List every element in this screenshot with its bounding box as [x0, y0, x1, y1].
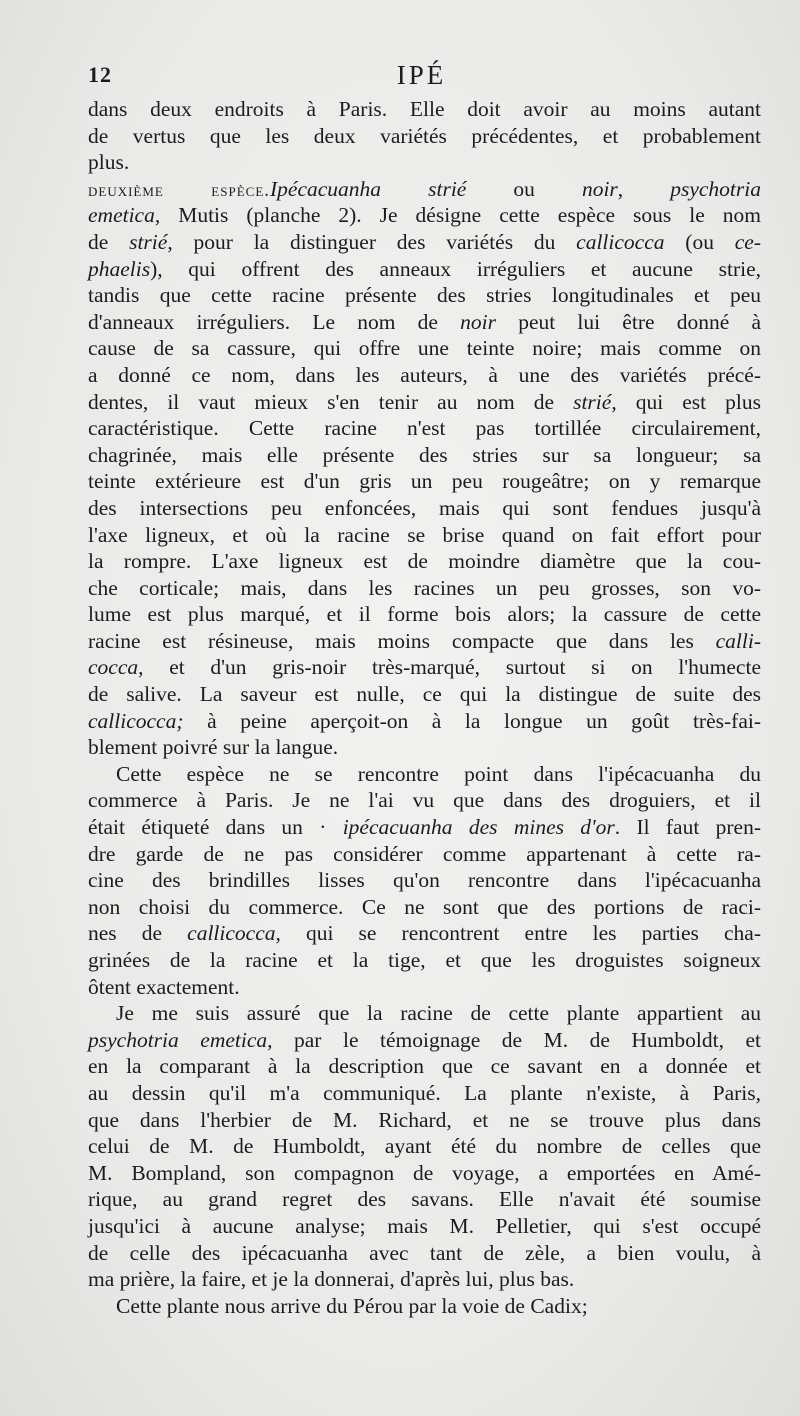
text-line	[88, 1160, 761, 1187]
text-run: peut lui être donné à	[496, 309, 761, 334]
text-line	[88, 787, 761, 814]
text-run: teinte extérieure est d'un gris un peu rougeâtre; on y remarque	[88, 469, 761, 494]
text-line	[88, 1000, 761, 1027]
text-run: , qui se rencontrent entre les parties cha-	[275, 921, 762, 946]
text-run: racine est résineuse, mais moins compacte que dans les	[88, 628, 716, 653]
text-run: dre garde de ne pas considérer comme appartenant à cette ra-	[88, 841, 761, 866]
text-line	[88, 628, 761, 655]
text-line	[88, 601, 761, 628]
text-line	[88, 734, 761, 761]
italic-term: noir	[460, 309, 496, 334]
text-run: la rompre. L'axe ligneux est de moindre diamètre que la cou-	[88, 549, 761, 574]
italic-term: psychotria emetica	[88, 1027, 268, 1052]
text-line	[88, 1080, 761, 1107]
text-line	[88, 335, 761, 362]
text-line	[88, 947, 761, 974]
text-line	[88, 761, 761, 788]
text-line	[88, 575, 761, 602]
text-run: d'anneaux irréguliers. Le nom de	[88, 309, 461, 334]
text-line	[88, 654, 761, 681]
running-head	[88, 62, 755, 96]
text-run: de salive. La saveur est nulle, ce qui la distingue de suite des	[88, 682, 761, 707]
text-line	[88, 708, 761, 735]
text-line	[88, 1027, 761, 1054]
text-line	[88, 256, 761, 283]
text-run: Cette plante nous arrive du Pérou par la voie de Cadix;	[116, 1293, 588, 1318]
text-line	[88, 841, 761, 868]
italic-term: callicocca	[576, 229, 665, 254]
text-run: des intersections peu enfoncées, mais qui sont fendues jusqu'à	[88, 495, 761, 520]
text-line	[88, 362, 761, 389]
text-line	[88, 202, 761, 229]
text-run: de	[88, 229, 130, 254]
text-run: jusqu'ici à aucune analyse; mais M. Pelletier, qui s'est occupé	[88, 1213, 761, 1238]
text-line	[88, 149, 761, 176]
text-line	[88, 548, 761, 575]
text-run: grinées de la racine et la tige, et que les droguistes soigneux	[88, 948, 761, 972]
text-line	[88, 123, 761, 150]
text-run: de celle des ipécacuanha avec tant de zèle, a bien voulu, à	[88, 1240, 761, 1265]
text-line	[88, 415, 761, 442]
text-run: Cette espèce ne se rencontre point dans l'ipécacuanha du	[116, 761, 761, 786]
text-run: , pour la distinguer des variétés du	[167, 229, 577, 254]
text-run: non choisi du commerce. Ce ne sont que des portions de raci-	[88, 894, 761, 919]
text-run: , Mutis (planche 2). Je désigne cette espèce sous le nom	[154, 203, 761, 228]
italic-term: cocca	[88, 655, 139, 680]
italic-term: calli-	[715, 628, 761, 653]
text-run: ), qui offrent des anneaux irréguliers et aucune strie,	[150, 256, 761, 281]
text-line	[88, 1186, 761, 1213]
text-run: ôtent exactement.	[88, 974, 240, 999]
text-run: de vertus que les deux variétés précédentes, et probablement	[88, 123, 761, 148]
italic-term: ipécacuanha des mines d'or	[342, 815, 615, 840]
text-run: l'axe ligneux, et où la racine se brise quand on fait effort pour	[88, 522, 761, 547]
italic-term: phaelis	[88, 256, 151, 281]
text-line	[88, 229, 761, 256]
section-label: deuxième espèce.	[88, 179, 271, 201]
text-line	[88, 309, 761, 336]
italic-term: noir	[581, 176, 618, 201]
running-title: IPÉ	[396, 60, 447, 90]
text-line	[88, 282, 761, 309]
text-run: M. Bompland, son compagnon de voyage, a emportées en Amé-	[88, 1160, 761, 1185]
text-run: rique, au grand regret des savans. Elle n'avait été soumise	[88, 1187, 761, 1212]
text-run: caractéristique. Cette racine n'est pas tortillée circulairement,	[88, 416, 761, 441]
text-run: a donné ce nom, dans les auteurs, à une des variétés précé-	[88, 362, 761, 387]
body-text	[88, 96, 761, 1319]
text-line	[88, 495, 761, 522]
text-run: plus.	[88, 150, 130, 175]
text-run: au dessin qu'il m'a communiqué. La plante n'existe, à Paris,	[88, 1080, 761, 1105]
page-number: 12	[88, 62, 112, 87]
text-run: ma prière, la faire, et je la donnerai, d'après lui, plus bas.	[88, 1267, 575, 1292]
italic-term: ce-	[734, 229, 761, 254]
text-run: que dans l'herbier de M. Richard, et ne se trouve plus dans	[88, 1107, 761, 1132]
text-line	[88, 1213, 761, 1240]
text-run: che corticale; mais, dans les racines un peu grosses, son vo-	[88, 575, 761, 600]
text-line	[88, 442, 761, 469]
text-run: (ou	[664, 229, 735, 254]
text-line	[88, 1266, 761, 1293]
text-line	[88, 1293, 761, 1320]
text-line	[88, 1107, 761, 1134]
text-line	[88, 867, 761, 894]
text-run: lume est plus marqué, et il forme bois alors; la cassure de cette	[88, 602, 761, 627]
text-line	[88, 681, 761, 708]
text-line	[88, 389, 761, 416]
text-run: . Il faut pren-	[614, 815, 761, 840]
text-line	[88, 1133, 761, 1160]
text-line	[88, 814, 761, 841]
italic-term: strié	[573, 389, 612, 414]
text-run: tandis que cette racine présente des stries longitudinales et peu	[88, 283, 761, 308]
text-run: à peine aperçoit-on à la longue un goût très-fai-	[183, 708, 761, 733]
text-run: nes de	[88, 921, 188, 946]
text-run: celui de M. de Humboldt, ayant été du nombre de celles que	[88, 1134, 761, 1159]
text-line	[88, 920, 761, 947]
text-run: dentes, il vaut mieux s'en tenir au nom de	[88, 389, 574, 414]
text-run: , et d'un gris-noir très-marqué, surtout si on l'humecte	[138, 655, 761, 680]
italic-term: psychotria	[670, 176, 762, 201]
text-run: chagrinée, mais elle présente des stries sur sa longueur; sa	[88, 442, 761, 467]
text-run: était étiqueté dans un ·	[88, 815, 343, 840]
text-run: en la comparant à la description que ce savant en a donnée et	[88, 1054, 761, 1079]
text-line	[88, 974, 761, 1001]
text-run: Je me suis assuré que la racine de cette plante appartient au	[116, 1001, 761, 1026]
text-run: , par le témoignage de M. de Humboldt, et	[267, 1027, 761, 1052]
text-line	[88, 522, 761, 549]
italic-term: emetica	[88, 203, 155, 228]
text-run: cause de sa cassure, qui offre une teinte noire; mais comme on	[88, 336, 761, 361]
text-run: cine des brindilles lisses qu'on rencontre dans l'ipécacuanha	[88, 868, 761, 893]
text-line	[88, 468, 761, 495]
text-line	[88, 1053, 761, 1080]
text-run: ,	[617, 176, 671, 201]
text-line	[88, 96, 761, 123]
text-line	[88, 176, 761, 203]
italic-term: callicocca	[187, 921, 276, 946]
text-run: dans deux endroits à Paris. Elle doit avoir au moins autant	[88, 97, 761, 121]
text-run: commerce à Paris. Je ne l'ai vu que dans des droguiers, et il	[88, 788, 761, 813]
italic-term: Ipécacuanha strié	[270, 176, 467, 201]
italic-term: strié	[129, 229, 168, 254]
text-run: blement poivré sur la langue.	[88, 735, 339, 760]
italic-term: callicocca;	[88, 708, 184, 733]
text-line	[88, 894, 761, 921]
text-run: , qui est plus	[611, 389, 761, 414]
text-run: ou	[466, 176, 582, 201]
text-line	[88, 1240, 761, 1267]
